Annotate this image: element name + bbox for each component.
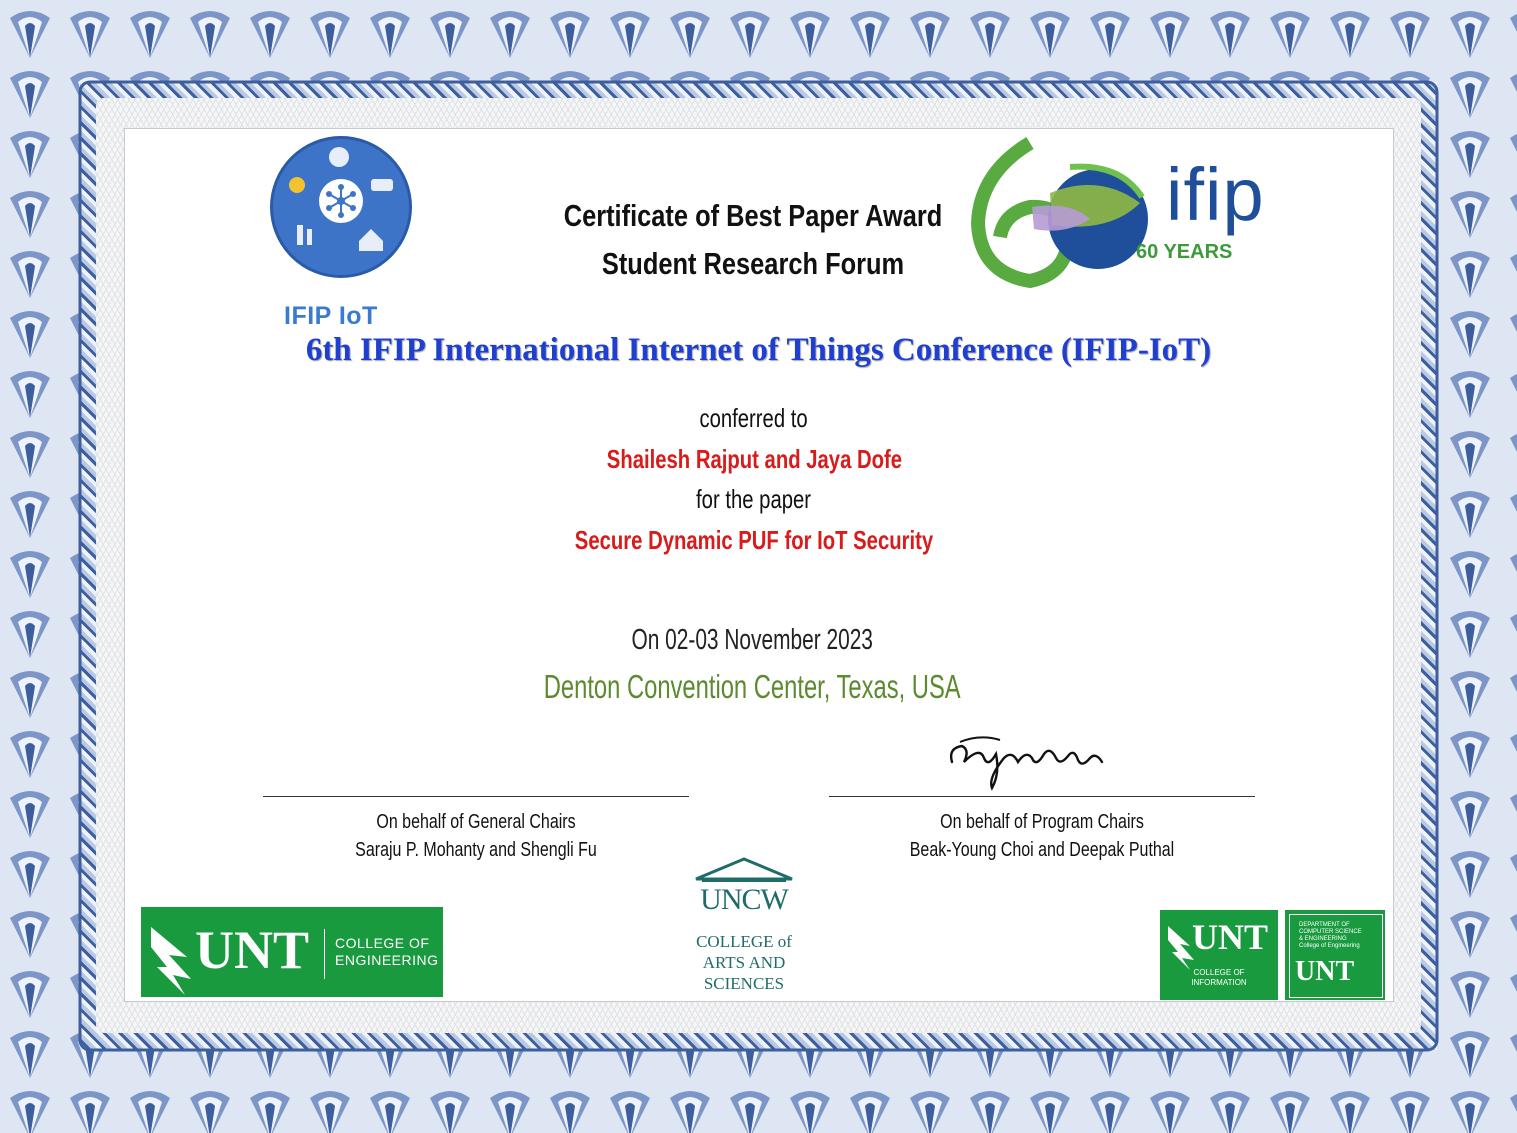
paper-title: Secure Dynamic PUF for IoT Security [574, 525, 934, 555]
program-chairs-names: Beak-Young Choi and Deepak Puthal [909, 839, 1175, 861]
event-venue: Denton Convention Center, Texas, USA [543, 668, 961, 705]
unt-college-of-engineering-logo [141, 907, 443, 997]
coe-line-2: ENGINEERING [335, 952, 439, 968]
certificate-subtitle: Student Research Forum [601, 246, 905, 281]
general-chairs-block [263, 808, 689, 864]
uncw-college-label [684, 931, 804, 994]
unt-wordmark: UNT [1192, 917, 1269, 957]
recipient-names: Shailesh Rajput and Jaya Dofe [606, 444, 903, 474]
unt-wordmark: UNT [1295, 956, 1355, 987]
general-chairs-signature-line [263, 796, 689, 797]
college-of-information-label [1160, 968, 1278, 988]
uncw-wordmark: UNCW [700, 883, 788, 916]
event-date: On 02-03 November 2023 [631, 624, 873, 656]
uncw-line-3: SCIENCES [703, 974, 785, 993]
eagle-icon [147, 917, 195, 997]
program-chair-signature [940, 728, 1130, 794]
cs-department-label [1299, 922, 1379, 950]
cs-line-2: COMPUTER SCIENCE [1299, 929, 1362, 935]
unt-computer-science-logo [1285, 910, 1385, 1000]
college-of-engineering-label [335, 935, 439, 969]
unt-wordmark: UNT [195, 920, 310, 980]
conference-name: 6th IFIP International Internet of Things Conference (IFIP-IoT) [305, 332, 1212, 368]
general-chairs-role: On behalf of General Chairs [376, 811, 576, 833]
general-chairs-names: Saraju P. Mohanty and Shengli Fu [355, 839, 597, 861]
for-the-paper-label: for the paper [696, 484, 812, 514]
cs-line-1: DEPARTMENT OF [1299, 922, 1350, 928]
uncw-college-of-arts-and-sciences-logo [684, 857, 804, 997]
program-chairs-signature-line [829, 796, 1255, 797]
coi-line-2: INFORMATION [1191, 978, 1247, 987]
coe-line-1: COLLEGE OF [335, 935, 430, 951]
program-chairs-role: On behalf of Program Chairs [940, 811, 1144, 833]
ifip-logo-word: ifip [1166, 153, 1265, 236]
program-chairs-block [829, 808, 1255, 864]
ifip-logo-years: 60 YEARS [1136, 241, 1233, 263]
conferred-to-label: conferred to [699, 403, 808, 433]
cs-line-4: College of Engineering [1299, 943, 1360, 949]
building-roof-icon [694, 857, 794, 883]
uncw-line-1: COLLEGE of [696, 932, 792, 951]
certificate-title: Certificate of Best Paper Award [563, 198, 943, 233]
uncw-line-2: ARTS AND [702, 953, 786, 972]
coi-line-1: COLLEGE OF [1193, 968, 1245, 977]
cs-line-3: & ENGINEERING [1299, 936, 1347, 942]
unt-college-of-information-logo [1160, 910, 1278, 1000]
iot-logo-caption: IFIP IoT [284, 302, 378, 330]
logo-divider [324, 929, 325, 979]
